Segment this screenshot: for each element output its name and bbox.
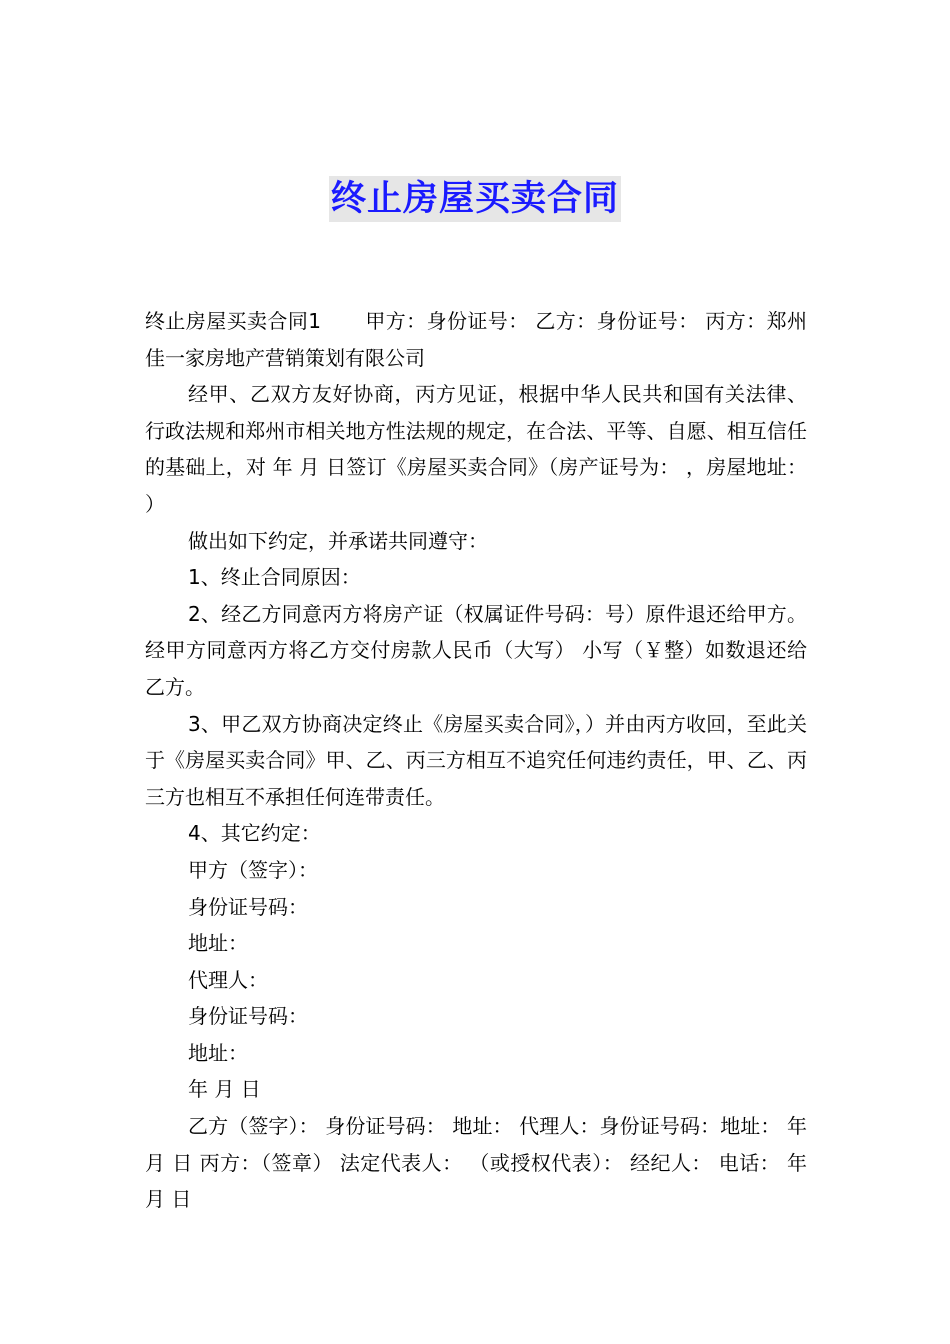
- clause-3: 3、甲乙双方协商决定终止《房屋买卖合同》，）并由丙方收回，至此关于《房屋买卖合同》甲、乙、丙三方相互不追究任何违约责任，甲、乙、丙三方也相互不承担任何连带责任。: [145, 711, 807, 809]
- paragraph-parties: [145, 303, 807, 376]
- party-b-c-signatures: 乙方（签字）： 身份证号码： 地址： 代理人：身份证号码：地址： 年 月 日 丙方：（签章） 法定代表人： （或授权代表）： 经纪人： 电话： 年 月 日: [145, 1114, 807, 1212]
- parties-text: 甲方：身份证号： 乙方：身份证号： 丙方：郑州佳一家房地产营销策划有限公司: [145, 309, 807, 370]
- party-a-agent: 代理人：: [188, 967, 268, 992]
- party-a-agent-address: 地址：: [188, 1040, 248, 1065]
- party-a-address: 地址：: [188, 931, 248, 956]
- clause-2: 2、经乙方同意丙方将房产证（权属证件号码：号）原件退还给甲方。经甲方同意丙方将乙方交付房款人民币（大写） 小写（￥整）如数退还给乙方。: [145, 601, 807, 699]
- contract-number: 终止房屋买卖合同1: [145, 309, 321, 333]
- document-body: [145, 303, 807, 1218]
- document-title: 终止房屋买卖合同: [329, 176, 621, 222]
- paragraph-background: 经甲、乙双方友好协商，丙方见证，根据中华人民共和国有关法律、行政法规和郑州市相关地方性法规的规定，在合法、平等、自愿、相互信任的基础上，对 年 月 日签订《房屋买卖合同》（房产证号为： ，房屋地址： ）: [145, 382, 807, 516]
- party-a-signature: 甲方（签字）：: [188, 857, 318, 882]
- party-a-agent-id: 身份证号码：: [188, 1004, 308, 1029]
- paragraph-agreement: 做出如下约定，并承诺共同遵守：: [188, 528, 488, 553]
- clause-4: 4、其它约定：: [188, 821, 321, 846]
- clause-1: 1、终止合同原因：: [188, 565, 361, 590]
- party-a-id: 身份证号码：: [188, 894, 308, 919]
- title-container: [0, 176, 950, 222]
- party-a-date: 年 月 日: [188, 1077, 261, 1102]
